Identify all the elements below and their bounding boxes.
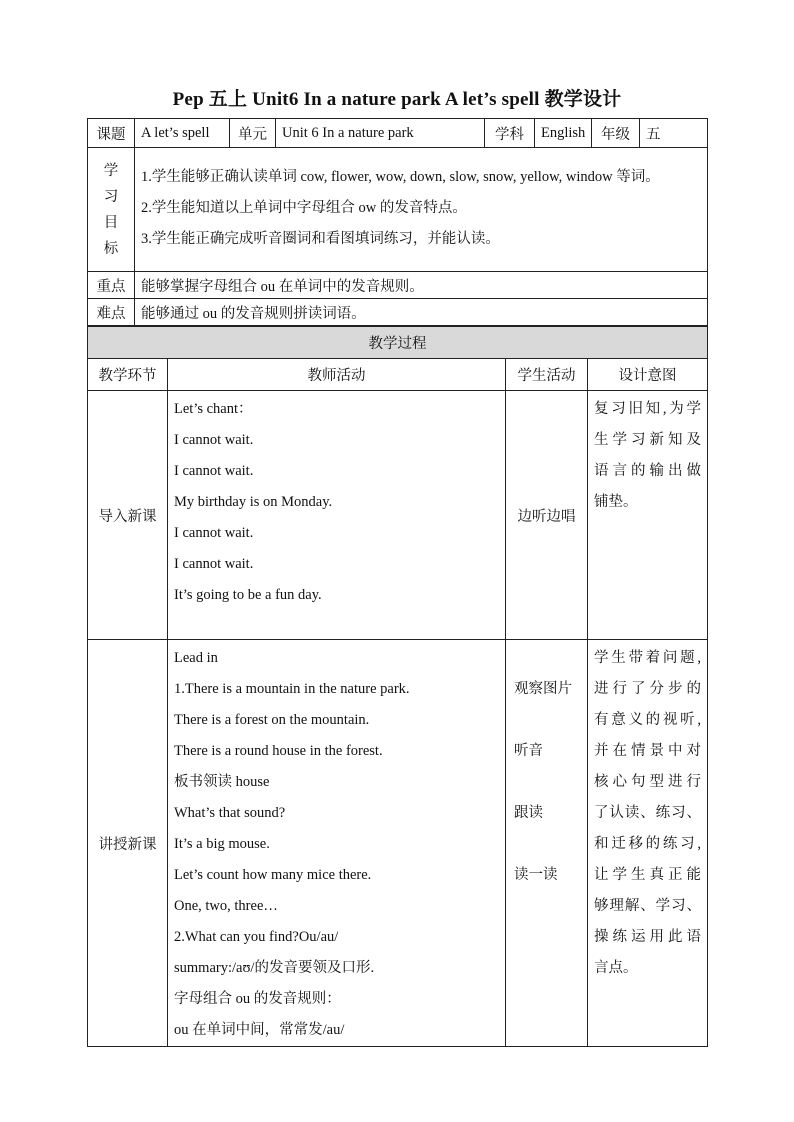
difficulty-label: 难点 xyxy=(88,299,135,326)
topic-value: A let’s spell xyxy=(135,119,230,148)
student-line: 观察图片 xyxy=(514,681,572,697)
header-intent: 设计意图 xyxy=(588,359,708,391)
teacher-line: It’s a big mouse. xyxy=(174,836,270,852)
student-activity: 边听边唱 xyxy=(506,391,588,640)
intent-line: 有意义的视听, xyxy=(594,712,701,728)
goal-3: 3.学生能正确完成听音圈词和看图填词练习，并能认读。 xyxy=(141,231,500,247)
teacher-line: I cannot wait. xyxy=(174,525,254,541)
teacher-line: One, two, three… xyxy=(174,898,278,914)
intent-line: 复习旧知,为学 xyxy=(594,401,701,417)
teacher-line: There is a forest on the mountain. xyxy=(174,712,370,728)
teacher-line: I cannot wait. xyxy=(174,556,254,572)
document-title: Pep 五上 Unit6 In a nature park A let’s spell 教学设计 xyxy=(172,89,622,110)
goals-label: 学习目标 xyxy=(88,148,135,272)
teacher-line: Let’s chant： xyxy=(174,401,253,417)
header-student: 学生活动 xyxy=(506,359,588,391)
student-line xyxy=(514,829,581,860)
teacher-line: 板书领读 house xyxy=(174,774,270,790)
goals-cell xyxy=(135,148,708,272)
intent-line: 进行了分步的 xyxy=(594,681,701,697)
student-line: 跟读 xyxy=(514,805,543,821)
info-table xyxy=(87,118,708,326)
teacher-activity xyxy=(168,391,506,640)
intent-line: 让学生真正能 xyxy=(594,867,701,883)
student-line xyxy=(514,643,581,674)
intent-line: 了认读、练习、 xyxy=(594,805,701,821)
teacher-line: I cannot wait. xyxy=(174,432,254,448)
teacher-line: ou 在单词中间，常常发/au/ xyxy=(174,1022,345,1038)
teacher-line: My birthday is on Monday. xyxy=(174,494,333,510)
student-line: 读一读 xyxy=(514,867,558,883)
process-table xyxy=(87,326,708,1047)
table-row xyxy=(88,640,708,1047)
intent-line: 够理解、学习、 xyxy=(594,898,701,914)
intent-line: 和迁移的练习, xyxy=(594,836,701,852)
subject-value: English xyxy=(535,119,592,148)
subject-label: 学科 xyxy=(485,119,535,148)
intent-line: 语言的输出做 xyxy=(594,463,701,479)
difficulty-value: 能够通过 ou 的发音规则拼读词语。 xyxy=(135,299,708,326)
intent-line: 铺垫。 xyxy=(594,494,638,510)
intent-line: 学生带着问题, xyxy=(594,650,701,666)
process-band-label: 教学过程 xyxy=(88,327,708,359)
grade-label: 年级 xyxy=(592,119,640,148)
goal-2: 2.学生能知道以上单词中字母组合 ow 的发音特点。 xyxy=(141,200,467,216)
intent-line: 并在情景中对 xyxy=(594,743,701,759)
teacher-line: There is a round house in the forest. xyxy=(174,743,383,759)
design-intent xyxy=(588,391,708,640)
stage-name: 讲授新课 xyxy=(88,640,168,1047)
header-teacher: 教师活动 xyxy=(168,359,506,391)
unit-label: 单元 xyxy=(230,119,276,148)
grade-value: 五 xyxy=(640,119,708,148)
student-line xyxy=(514,767,581,798)
header-stage: 教学环节 xyxy=(88,359,168,391)
teacher-line: 字母组合 ou 的发音规则： xyxy=(174,991,341,1007)
design-intent xyxy=(588,640,708,1047)
teacher-line: I cannot wait. xyxy=(174,463,254,479)
unit-value: Unit 6 In a nature park xyxy=(276,119,485,148)
goal-1: 1.学生能够正确认读单词 cow, flower, wow, down, slow, snow, yellow, window 等词。 xyxy=(141,169,660,185)
intent-line: 生学习新知及 xyxy=(594,432,701,448)
teacher-line: Lead in xyxy=(174,650,218,666)
topic-label: 课题 xyxy=(88,119,135,148)
teacher-line: It’s going to be a fun day. xyxy=(174,587,322,603)
teacher-line: Let’s count how many mice there. xyxy=(174,867,372,883)
teacher-line: What’s that sound? xyxy=(174,805,286,821)
teacher-activity xyxy=(168,640,506,1047)
teacher-line: summary:/aʊ/的发音要领及口形. xyxy=(174,960,375,976)
student-line: 听音 xyxy=(514,743,543,759)
intent-line: 操练运用此语 xyxy=(594,929,701,945)
teacher-line: 1.There is a mountain in the nature park. xyxy=(174,681,410,697)
intent-line: 言点。 xyxy=(594,960,638,976)
teacher-line: 2.What can you find?Ou/au/ xyxy=(174,929,339,945)
student-activity xyxy=(506,640,588,1047)
key-point-value: 能够掌握字母组合 ou 在单词中的发音规则。 xyxy=(135,272,708,299)
intent-line: 核心句型进行 xyxy=(594,774,701,790)
stage-name: 导入新课 xyxy=(88,391,168,640)
student-line xyxy=(514,705,581,736)
table-row xyxy=(88,391,708,640)
key-point-label: 重点 xyxy=(88,272,135,299)
